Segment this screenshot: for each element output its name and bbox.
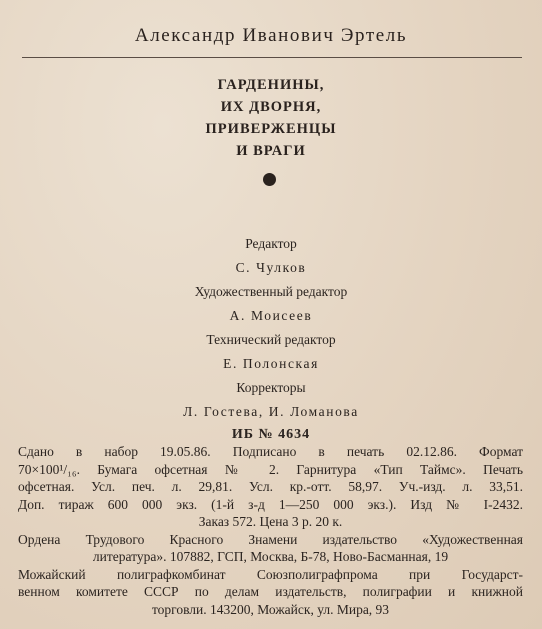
title-line-2: ИХ ДВОРНЯ, xyxy=(220,99,322,115)
publisher-line: Ордена Трудового Красного Знамени издательство «Художественная xyxy=(18,531,523,547)
book-title xyxy=(0,74,542,162)
tech-editor-name: Е. Полонская xyxy=(223,356,319,371)
editor-name: С. Чулков xyxy=(235,260,307,275)
title-line-3: ПРИВЕРЖЕНЦЫ xyxy=(205,121,337,137)
printer-line: торговли. 143200, Можайск, ул. Мира, 93 xyxy=(151,601,390,617)
imprint-line: Заказ 572. Цена 3 р. 20 к. xyxy=(198,514,343,529)
title-line-4: И ВРАГИ xyxy=(236,143,306,159)
proofreaders-role: Корректоры xyxy=(236,380,306,395)
printer-line: Можайский полиграфкомбинат Союзполиграфпрома при Государст- xyxy=(18,566,523,582)
proofreaders-names: Л. Гостева, И. Ломанова xyxy=(183,404,359,419)
title-divider xyxy=(22,57,522,58)
imprint-block xyxy=(18,443,523,618)
art-editor-role: Художественный редактор xyxy=(194,284,348,299)
imprint-line: 70×100¹/₁₆. Бумага офсетная № 2. Гарнитура «Тип Таймс». Печать xyxy=(18,461,523,477)
tech-editor-role: Технический редактор xyxy=(206,332,336,347)
imprint-line: офсетная. Усл. печ. л. 29,81. Усл. кр.-отт. 58,97. Уч.-изд. л. 33,51. xyxy=(18,479,523,494)
author-name: Александр Иванович Эртель xyxy=(134,25,408,46)
title-line-1: ГАРДЕНИНЫ, xyxy=(217,77,325,93)
credits-block xyxy=(0,232,542,424)
imprint-line: Доп. тираж 600 000 экз. (1-й з-д 1—250 000 экз.). Изд № I-2432. xyxy=(18,496,523,512)
publisher-line: литература». 107882, ГСП, Москва, Б-78, Ново-Басманная, 19 xyxy=(92,549,449,564)
ib-number: ИБ № 4634 xyxy=(231,427,311,442)
art-editor-name: А. Моисеев xyxy=(229,308,313,323)
ornament-dot-icon xyxy=(263,173,276,186)
printer-line: венном комитете СССР по делам издательств, полиграфии и книжной xyxy=(18,584,523,599)
imprint-line: Сдано в набор 19.05.86. Подписано в печать 02.12.86. Формат xyxy=(18,444,523,459)
editor-role: Редактор xyxy=(245,236,297,251)
